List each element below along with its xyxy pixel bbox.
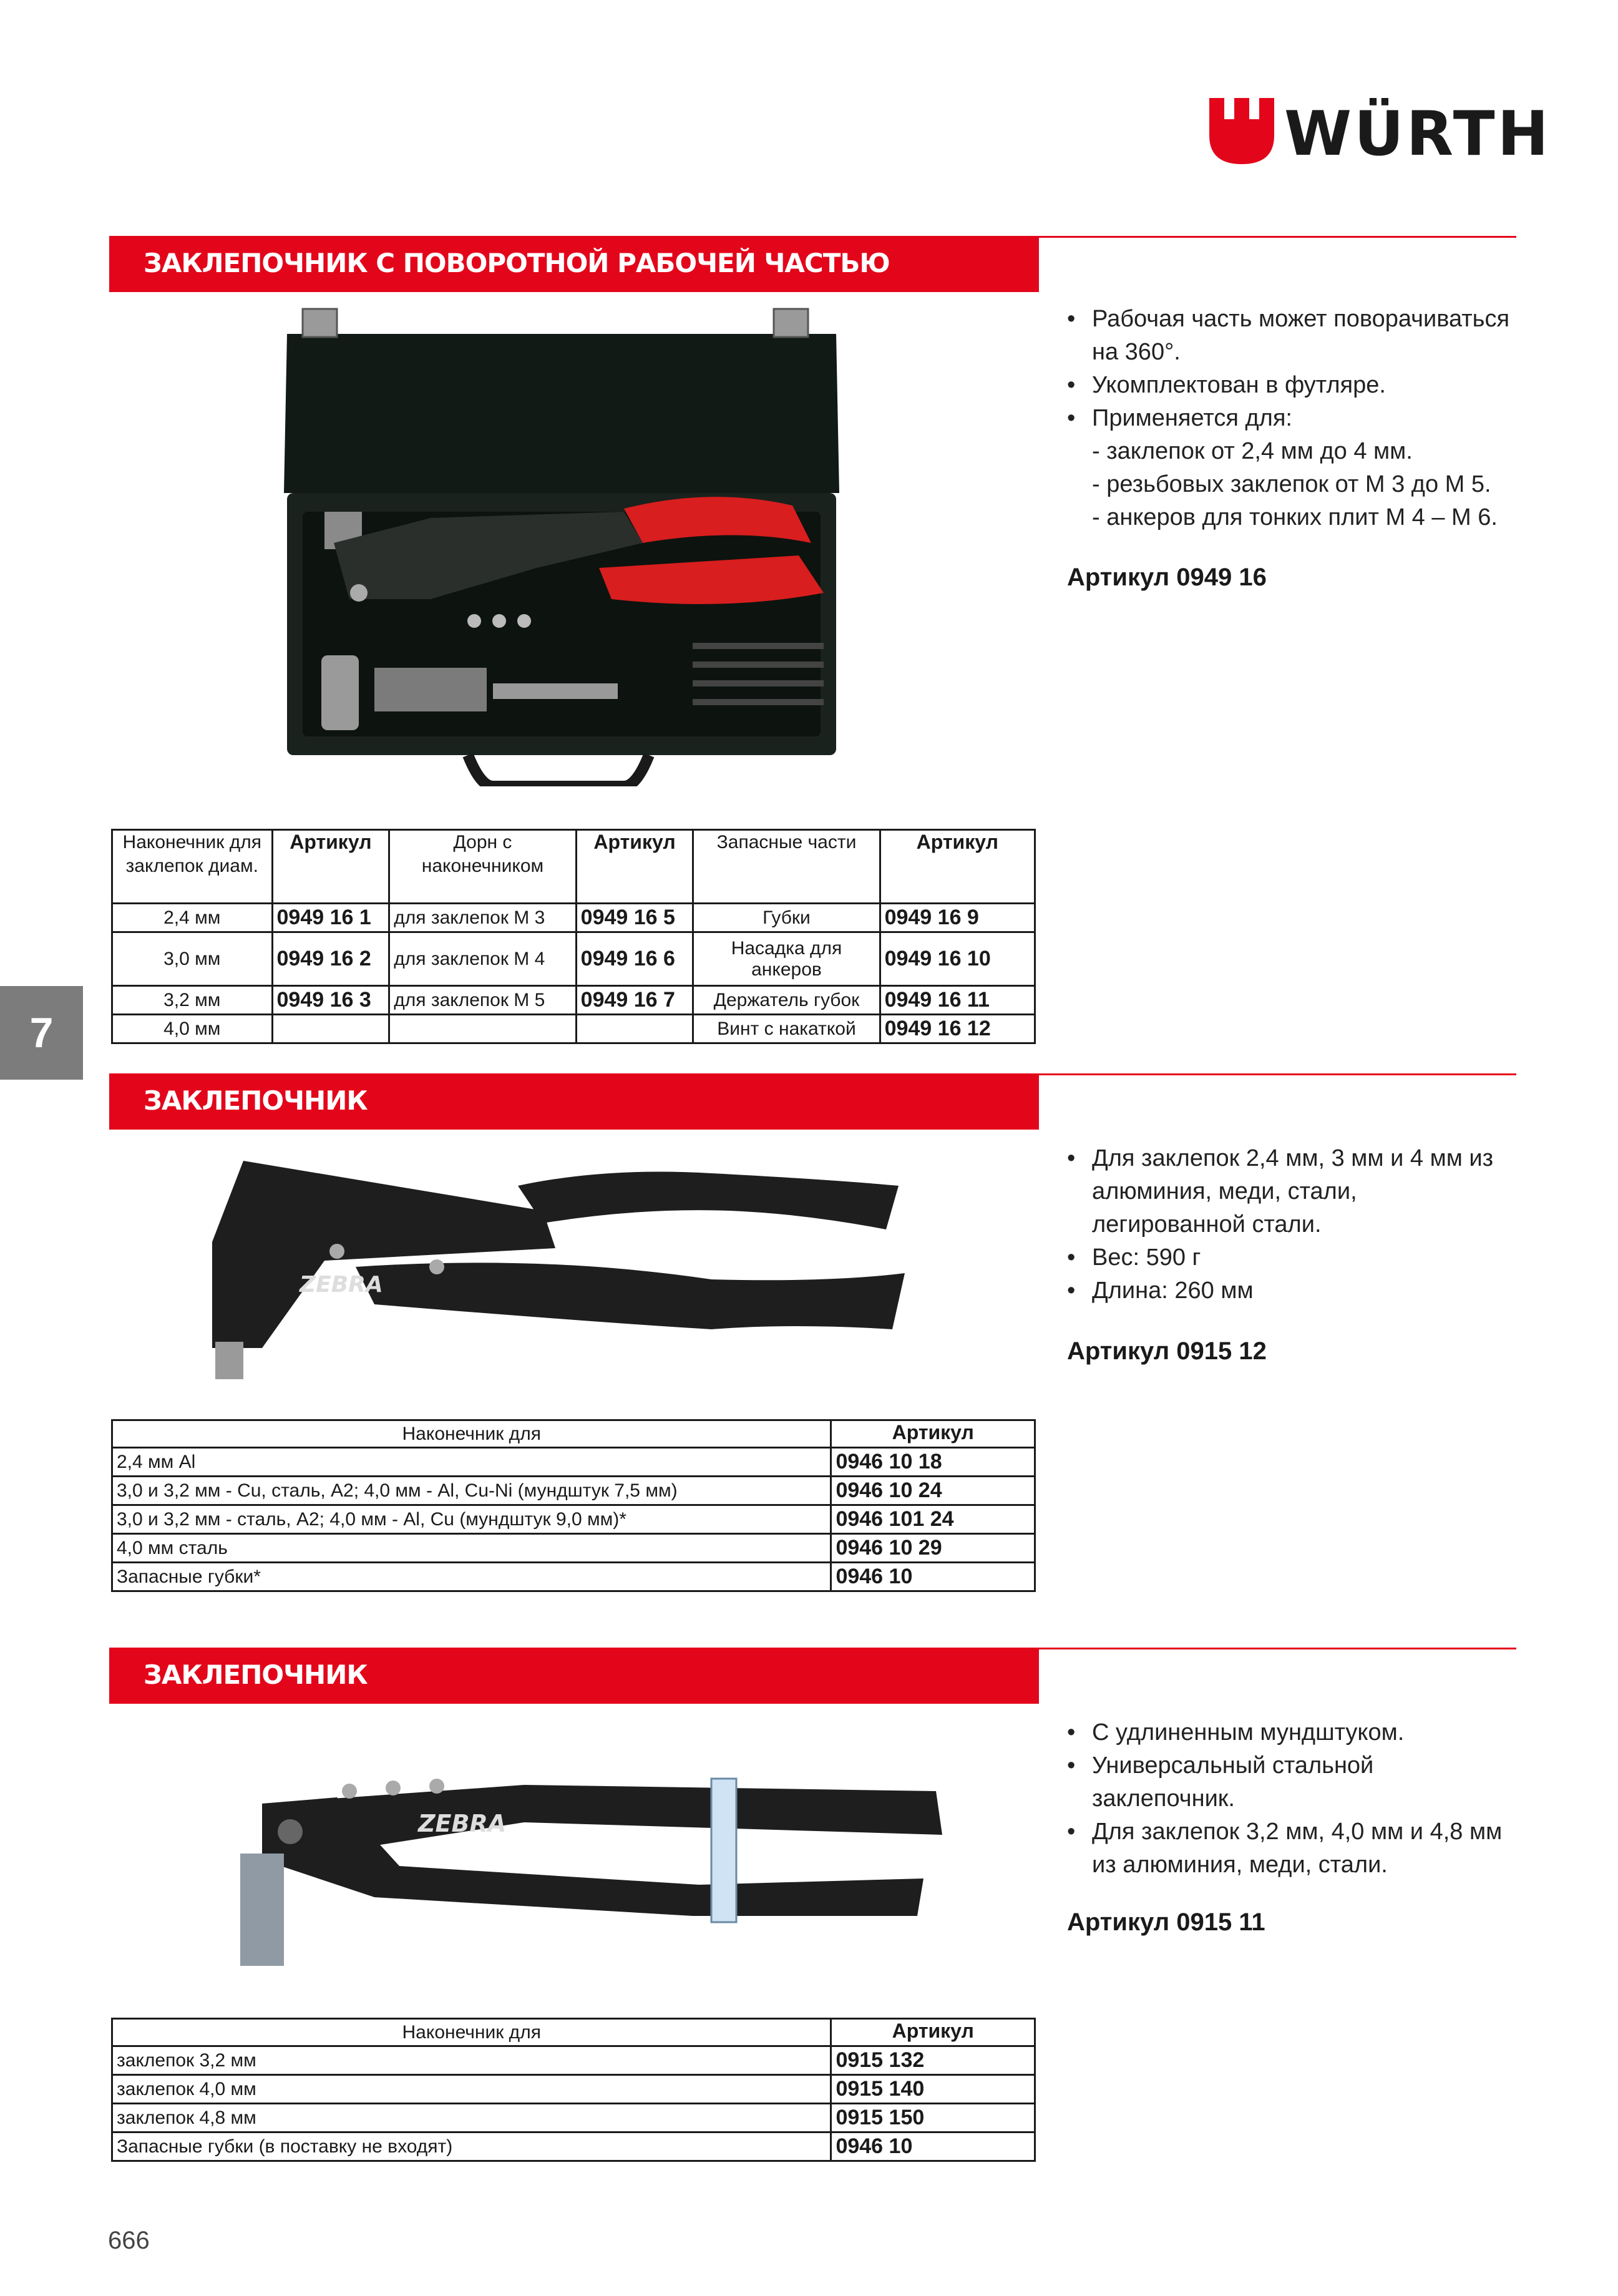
feature-list-2	[1067, 1142, 1516, 1307]
feature-item: • Вес: 590 г	[1067, 1241, 1516, 1274]
table-cell: 3,2 мм	[112, 986, 273, 1015]
table-cell: Насадка для анкеров	[693, 932, 880, 986]
table-row	[112, 2075, 1035, 2104]
feature-sub-item: - резьбовых заклепок от М 3 до М 5.	[1092, 471, 1491, 497]
table-cell: 2,4 мм	[112, 904, 273, 932]
article-number: Артикул 0915 12	[1067, 1337, 1267, 1365]
table-cell	[389, 1015, 576, 1043]
table-cell: 0946 10 29	[831, 1534, 1035, 1563]
table-row	[112, 2132, 1035, 2161]
table-row	[112, 932, 1035, 986]
col-header: Артикул	[880, 830, 1035, 904]
table-row	[112, 904, 1035, 932]
table-cell: 0949 16 3	[272, 986, 389, 1015]
feature-item: • Для заклепок 3,2 мм, 4,0 мм и 4,8 мм из алюминия, меди, стали.	[1067, 1815, 1516, 1882]
feature-item: • Укомплектован в футляре.	[1067, 369, 1516, 402]
feature-list-3	[1067, 1716, 1516, 1882]
table-cell: для заклепок М 3	[389, 904, 576, 932]
table-row	[112, 1534, 1035, 1563]
table-row	[112, 986, 1035, 1015]
spec-table-2	[111, 1419, 1036, 1592]
table-row	[112, 1477, 1035, 1505]
table-cell: 0949 16 1	[272, 904, 389, 932]
feature-item: • Длина: 260 мм	[1067, 1274, 1516, 1307]
table-cell: 0949 16 11	[880, 986, 1035, 1015]
zebra-rivet-tool-photo	[168, 1142, 930, 1404]
table-cell: 0949 16 7	[576, 986, 693, 1015]
section-rule	[1039, 1073, 1516, 1075]
table-cell	[272, 1015, 389, 1043]
feature-list-1	[1067, 303, 1516, 534]
table-cell: заклепок 4,0 мм	[112, 2075, 831, 2104]
col-header: Наконечник для	[112, 2019, 831, 2046]
table-row	[112, 2046, 1035, 2075]
table-row	[112, 1563, 1035, 1591]
section-rule	[1039, 236, 1516, 238]
table-cell: 0949 16 10	[880, 932, 1035, 986]
table-cell: 0946 10	[831, 2132, 1035, 2161]
table-row	[112, 1505, 1035, 1534]
spec-table-3	[111, 2018, 1036, 2162]
article-number: Артикул 0915 11	[1067, 1908, 1265, 1936]
col-header: Наконечник для заклепок диам.	[112, 830, 273, 904]
table-cell: Запасные губки (в поставку не входят)	[112, 2132, 831, 2161]
table-cell: 0946 101 24	[831, 1505, 1035, 1534]
col-header: Запасные части	[693, 830, 880, 904]
section-title: ЗАКЛЕПОЧНИК	[109, 1648, 1039, 1704]
section-title: ЗАКЛЕПОЧНИК	[109, 1073, 1039, 1130]
table-row	[112, 1448, 1035, 1477]
feature-item: • Рабочая часть может поворачиваться на 360°.	[1067, 303, 1516, 369]
table-cell: для заклепок М 4	[389, 932, 576, 986]
table-cell: 3,0 и 3,2 мм - сталь, A2; 4,0 мм - Al, Cu (мундштук 9,0 мм)*	[112, 1505, 831, 1534]
table-cell: заклепок 4,8 мм	[112, 2104, 831, 2132]
brand-logo-text: WÜRTH	[1284, 99, 1551, 170]
zebra-label: ZEBRA	[300, 1272, 383, 1297]
feature-sub-item: - анкеров для тонких плит М 4 – М 6.	[1092, 504, 1498, 530]
table-cell: 0946 10 24	[831, 1477, 1035, 1505]
table-cell: 0949 16 6	[576, 932, 693, 986]
section-title: ЗАКЛЕПОЧНИК С ПОВОРОТНОЙ РАБОЧЕЙ ЧАСТЬЮ	[109, 236, 1039, 292]
table-cell: 0915 140	[831, 2075, 1035, 2104]
feature-item: • Применяется для:	[1067, 402, 1516, 435]
table-cell: 3,0 и 3,2 мм - Cu, сталь, A2; 4,0 мм - Al, Cu-Ni (мундштук 7,5 мм)	[112, 1477, 831, 1505]
table-cell: Винт с накаткой	[693, 1015, 880, 1043]
table-cell	[576, 1015, 693, 1043]
col-header: Артикул	[272, 830, 389, 904]
table-cell: Губки	[693, 904, 880, 932]
rivet-tool-case-photo	[275, 306, 849, 786]
table-cell: 0949 16 5	[576, 904, 693, 932]
table-cell: 0915 150	[831, 2104, 1035, 2132]
table-cell: Держатель губок	[693, 986, 880, 1015]
table-cell: 2,4 мм Al	[112, 1448, 831, 1477]
col-header: Артикул	[831, 2019, 1035, 2046]
col-header: Дорн с наконечником	[389, 830, 576, 904]
feature-item: • Универсальный стальной заклепочник.	[1067, 1749, 1516, 1815]
table-cell: 0949 16 9	[880, 904, 1035, 932]
feature-sub-item: - заклепок от 2,4 мм до 4 мм.	[1092, 438, 1413, 464]
table-cell: Запасные губки*	[112, 1563, 831, 1591]
chapter-tab: 7	[0, 986, 83, 1080]
table-cell: 4,0 мм сталь	[112, 1534, 831, 1563]
table-row	[112, 1015, 1035, 1043]
col-header: Артикул	[831, 1420, 1035, 1448]
table-cell: 0946 10	[831, 1563, 1035, 1591]
table-cell: 0949 16 12	[880, 1015, 1035, 1043]
table-cell: 0946 10 18	[831, 1448, 1035, 1477]
feature-item: • Для заклепок 2,4 мм, 3 мм и 4 мм из алюминия, меди, стали, легированной стали.	[1067, 1142, 1516, 1241]
table-cell: 0949 16 2	[272, 932, 389, 986]
article-number: Артикул 0949 16	[1067, 564, 1267, 591]
section-rule	[1039, 1648, 1516, 1649]
col-header: Наконечник для	[112, 1420, 831, 1448]
col-header: Артикул	[576, 830, 693, 904]
zebra-label: ZEBRA	[418, 1810, 507, 1837]
table-cell: заклепок 3,2 мм	[112, 2046, 831, 2075]
page-number: 666	[108, 2227, 150, 2254]
spec-table-1	[111, 829, 1036, 1044]
table-cell: для заклепок М 5	[389, 986, 576, 1015]
table-cell: 4,0 мм	[112, 1015, 273, 1043]
zebra-long-nozzle-rivet-tool-photo	[212, 1710, 948, 1997]
table-cell: 0915 132	[831, 2046, 1035, 2075]
feature-item: • С удлиненным мундштуком.	[1067, 1716, 1516, 1749]
table-cell: 3,0 мм	[112, 932, 273, 986]
table-row	[112, 2104, 1035, 2132]
